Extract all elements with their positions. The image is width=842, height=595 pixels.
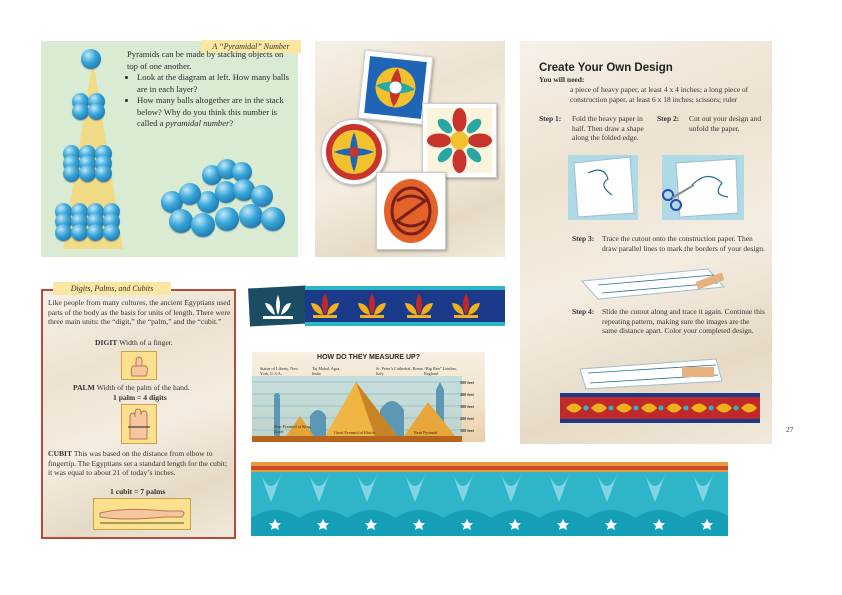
create-design-panel [520,41,794,444]
finished-border-design [560,393,760,423]
step1-label: Step 1: [539,114,562,123]
step2-label: Step 2: [657,114,680,123]
digit-label: DIGIT [95,338,118,347]
step4-illustration [576,353,726,393]
scale-100: 100 feet [460,428,474,433]
decorative-tiles-panel [315,41,505,257]
step2-text: Cut out your design and unfold the paper. [689,114,762,133]
pyramidal-bullet-1: Look at the diagram at left. How many balls are in each layer? [137,72,290,94]
pyramidal-number-term: pyramidal number [165,118,230,128]
cubit-label: CUBIT [48,449,73,458]
step3-label: Step 3: [572,234,595,243]
palm-hand-illustration [121,404,157,444]
label-step-pyramid: Step Pyramid of King Zoser [274,424,311,434]
height-scale [460,377,485,437]
page-number: 27 [786,425,794,434]
pyramidal-number-text [127,49,295,130]
step4-label: Step 4: [572,307,595,316]
label-big-ben: “Big Ben” London, England [424,366,457,376]
pyramidal-number-panel [41,41,298,257]
tile-flower [422,103,497,178]
scale-400: 400 feet [460,392,474,397]
measure-title: HOW DO THEY MEASURE UP? [317,354,420,361]
scale-300: 300 feet [460,404,474,409]
palm-text: Width of the palm of the hand. [96,383,190,392]
label-statue-of-liberty: Statue of Liberty, New York, U.S.A. [260,366,299,376]
step4-text: Slide the cutout along and trace it again. Continue this repeating pattern, making sure the images are the same distance apart. Color your completed design. [602,307,765,335]
digits-intro: Like people from many cultures, the ancient Egyptians used parts of the body as the basis for units of length. There were three main units: the “digit,” the “palm,” and the “cubit.” [48,298,231,327]
need-text: a piece of heavy paper, at least 4 x 4 inches; a long piece of construction paper, at least 6 x 18 inches; scissors; ruler [570,85,749,104]
label-great-pyramid: Great Pyramid of Khufu [334,430,375,435]
pyramidal-number-title: A “Pyramidal” Number [201,40,301,53]
cubit-arm-illustration [93,498,191,530]
label-bent-pyramid: Bent Pyramid [414,430,438,435]
digits-palms-cubits-panel [41,284,236,539]
digit-text: Width of a finger. [119,338,173,347]
need-label: You will need: [539,75,585,84]
scale-200: 200 feet [460,416,474,421]
step3-text: Trace the cutout onto the construction paper. Then draw parallel lines to mark the borders of your design. [602,234,765,253]
tile-knot-oval [376,172,446,250]
label-st-peters: St. Peter’s Cathedral, Rome, Italy [376,366,424,376]
pyramidal-bullet-2: How many balls altogether are in the stack below? Why do you think this number is called a [137,95,284,128]
pyramidal-intro: Pyramids can be made by stacking objects on top of one another. [127,49,284,71]
pyramidal-bullet-2-end: ? [229,118,234,128]
step3-illustration [578,263,728,303]
scale-500: 500 feet [460,380,474,385]
step1-text: Fold the heavy paper in half. Then draw a shape along the folded edge. [572,114,644,142]
palm-equation: 1 palm = 4 digits [113,393,167,402]
digits-panel-title: Digits, Palms, and Cubits [53,282,171,295]
papyrus-star-border-strip [251,462,728,536]
step1-illustration [568,155,638,220]
lotus-border-strip [249,283,505,329]
measure-up-comparison [252,352,485,442]
create-design-title: Create Your Own Design [539,62,673,74]
label-taj-mahal: Taj Mahal, Agra, India [312,366,341,376]
digit-hand-illustration [121,351,157,380]
palm-label: PALM [73,383,95,392]
cubit-text: This was based on the distance from elbow to fingertip. The Egyptians set a standard length for the cubit; it was equal to about 21 of today’s inches. [48,449,228,478]
cubit-equation: 1 cubit = 7 palms [110,487,166,496]
step2-illustration [662,155,744,220]
